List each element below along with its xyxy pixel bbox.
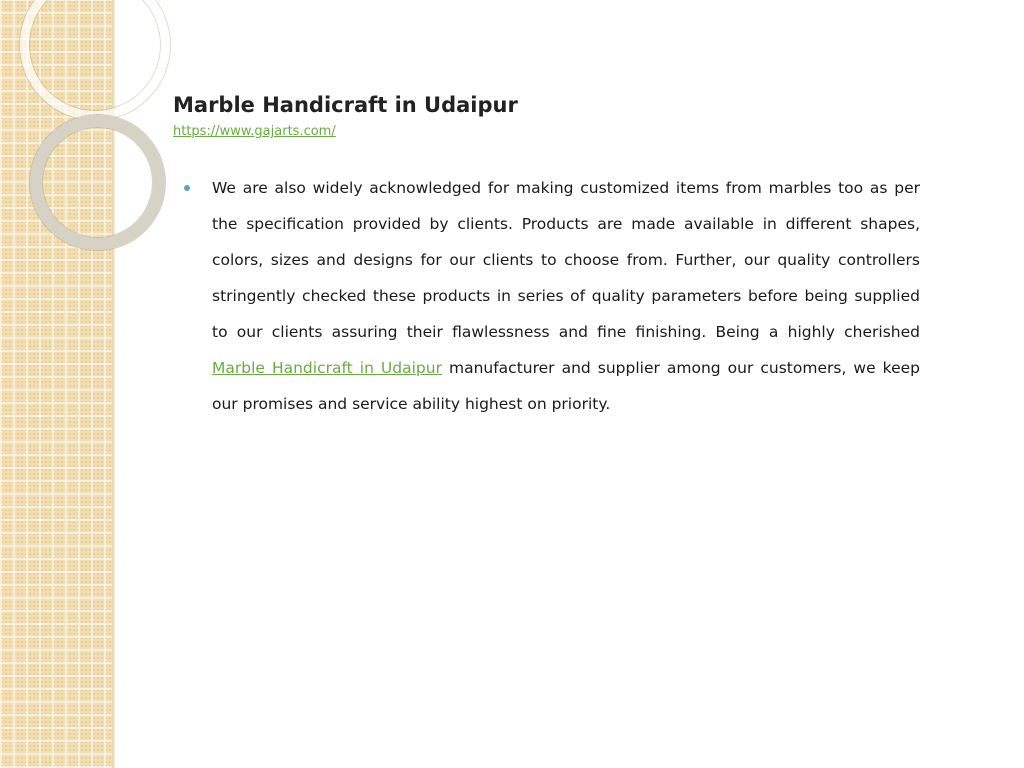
bullet-text-before: We are also widely acknowledged for making customized items from marbles too as per the specification provided by clients. Products are made available in different shapes, colors, sizes and designs for our clients to choose from. Further, our quality controllers stringently checked these products in series of quality parameters before being supplied to our clients assuring their flawlessness and fine finishing. Being a highly cherished xyxy=(212,179,920,341)
marble-handicraft-link[interactable]: Marble Handicraft in Udaipur xyxy=(212,359,442,377)
slide-title: Marble Handicraft in Udaipur xyxy=(173,93,518,117)
bullet-list xyxy=(212,170,920,422)
bullet-text-after: manufacturer and supplier among our customers, we keep our promises and service ability highest on priority. xyxy=(212,359,920,413)
decorative-ring-bottom xyxy=(30,115,165,250)
website-link[interactable]: https://www.gajarts.com/ xyxy=(173,124,336,139)
bullet-dot-icon xyxy=(184,185,190,191)
bullet-item xyxy=(212,170,920,422)
